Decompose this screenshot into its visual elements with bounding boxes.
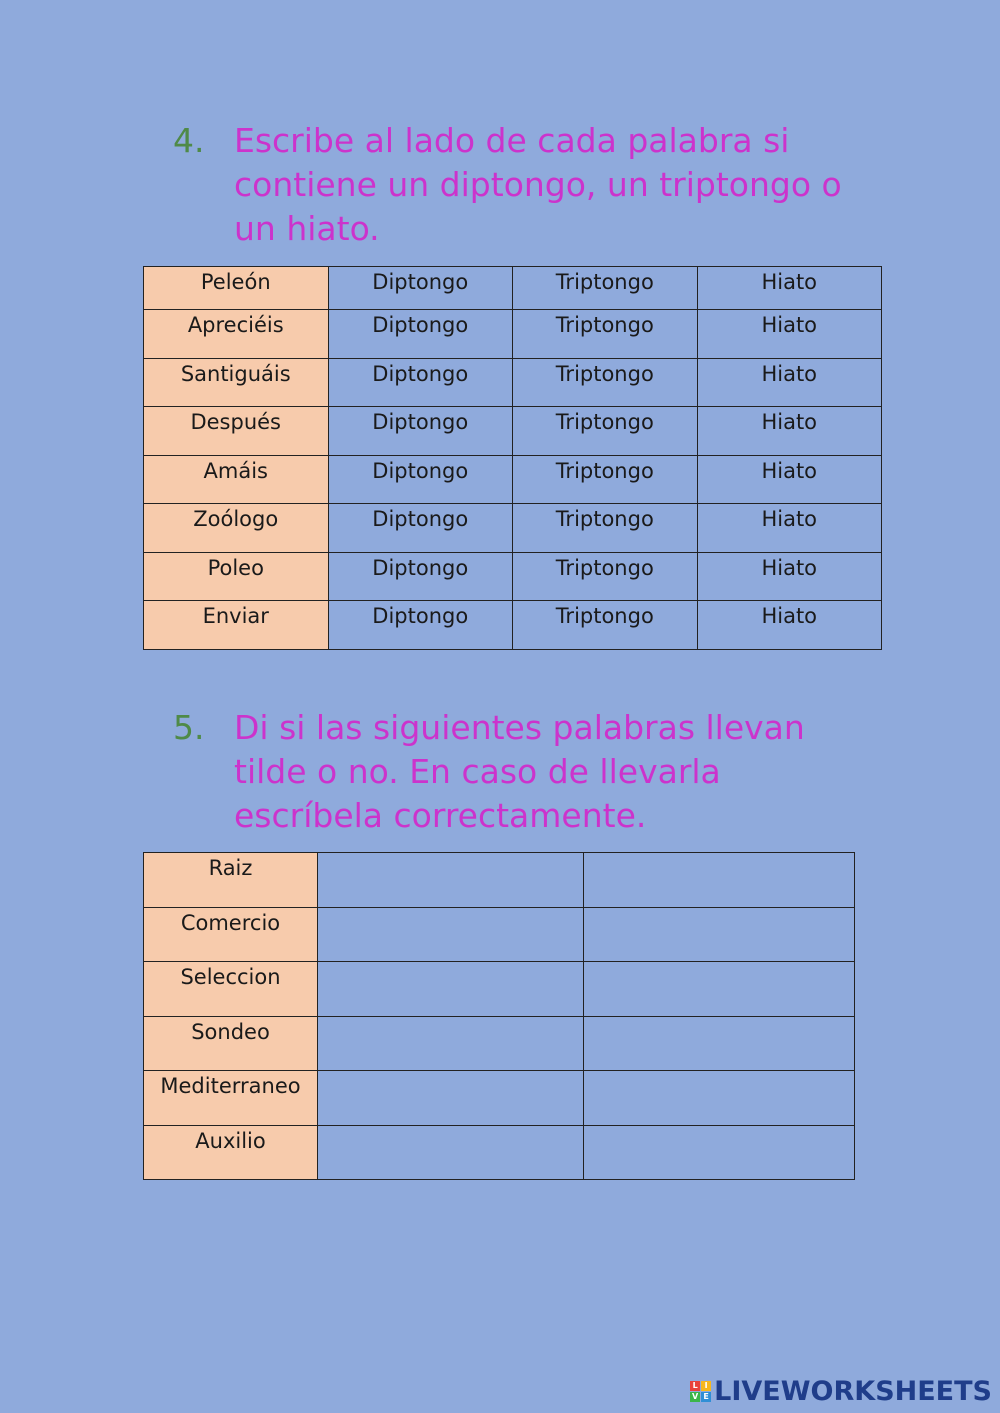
logo-mark-tile: L bbox=[690, 1381, 700, 1391]
tilde-answer-field[interactable] bbox=[318, 1125, 584, 1180]
option-hiato[interactable] bbox=[697, 455, 882, 504]
option-label: Hiato bbox=[761, 555, 818, 580]
option-label: Hiato bbox=[761, 604, 818, 628]
question-5 bbox=[173, 706, 873, 838]
option-triptongo[interactable] bbox=[513, 358, 698, 407]
option-label: Triptongo bbox=[555, 555, 654, 580]
logo-mark-tile: I bbox=[701, 1381, 711, 1391]
word-label: Raiz bbox=[208, 856, 253, 880]
option-label: Triptongo bbox=[555, 410, 654, 434]
option-label: Hiato bbox=[761, 507, 818, 531]
option-diptongo[interactable] bbox=[328, 601, 513, 650]
word-cell bbox=[144, 267, 329, 310]
table-row bbox=[144, 907, 855, 962]
word-label: Después bbox=[190, 410, 282, 434]
option-label: Diptongo bbox=[372, 270, 469, 294]
word-cell bbox=[144, 310, 329, 359]
correct-spelling-field[interactable] bbox=[584, 853, 855, 908]
answer-text bbox=[318, 962, 583, 965]
option-hiato[interactable] bbox=[697, 601, 882, 650]
word-cell bbox=[144, 962, 318, 1017]
option-label: Hiato bbox=[761, 361, 818, 386]
word-label: Peleón bbox=[200, 270, 271, 294]
option-diptongo[interactable] bbox=[328, 552, 513, 601]
word-cell bbox=[144, 601, 329, 650]
option-triptongo[interactable] bbox=[513, 310, 698, 359]
tilde-answer-field[interactable] bbox=[318, 1071, 584, 1126]
word-label: Mediterraneo bbox=[160, 1074, 301, 1098]
option-label: Diptongo bbox=[372, 410, 469, 434]
answer-text bbox=[318, 1017, 583, 1020]
word-cell bbox=[144, 455, 329, 504]
table-row bbox=[144, 1016, 855, 1071]
option-label: Triptongo bbox=[555, 604, 654, 628]
answer-text bbox=[584, 1017, 854, 1020]
option-hiato[interactable] bbox=[697, 407, 882, 456]
option-label: Hiato bbox=[761, 270, 818, 294]
option-hiato[interactable] bbox=[697, 267, 882, 310]
word-label: Auxilio bbox=[195, 1128, 266, 1153]
syllable-type-table bbox=[143, 266, 882, 650]
option-label: Triptongo bbox=[555, 313, 654, 337]
table-row bbox=[144, 504, 882, 553]
option-hiato[interactable] bbox=[697, 358, 882, 407]
word-cell bbox=[144, 358, 329, 407]
liveworksheets-logo-icon bbox=[690, 1381, 711, 1402]
question-5-text: Di si las siguientes palabras llevan tilde o no. En caso de llevarla escríbela correctamente. bbox=[234, 708, 805, 835]
option-diptongo[interactable] bbox=[328, 267, 513, 310]
option-hiato[interactable] bbox=[697, 310, 882, 359]
option-hiato[interactable] bbox=[697, 504, 882, 553]
answer-text bbox=[318, 1071, 583, 1074]
option-diptongo[interactable] bbox=[328, 455, 513, 504]
word-cell bbox=[144, 907, 318, 962]
word-cell bbox=[144, 853, 318, 908]
correct-spelling-field[interactable] bbox=[584, 1125, 855, 1180]
accent-table bbox=[143, 852, 855, 1180]
word-cell bbox=[144, 1125, 318, 1180]
word-label: Amáis bbox=[203, 458, 268, 483]
option-label: Diptongo bbox=[372, 555, 469, 580]
table-row bbox=[144, 358, 882, 407]
option-diptongo[interactable] bbox=[328, 504, 513, 553]
option-hiato[interactable] bbox=[697, 552, 882, 601]
answer-text bbox=[584, 962, 854, 965]
option-triptongo[interactable] bbox=[513, 504, 698, 553]
option-label: Diptongo bbox=[372, 313, 469, 337]
correct-spelling-field[interactable] bbox=[584, 1071, 855, 1126]
answer-text bbox=[318, 908, 583, 911]
answer-text bbox=[584, 908, 854, 911]
table-row bbox=[144, 1125, 855, 1180]
answer-text bbox=[318, 853, 583, 856]
correct-spelling-field[interactable] bbox=[584, 1016, 855, 1071]
table-row bbox=[144, 310, 882, 359]
tilde-answer-field[interactable] bbox=[318, 853, 584, 908]
option-triptongo[interactable] bbox=[513, 601, 698, 650]
option-label: Triptongo bbox=[555, 361, 654, 386]
logo-mark-tile: V bbox=[692, 1392, 699, 1401]
word-label: Sondeo bbox=[191, 1019, 270, 1044]
option-triptongo[interactable] bbox=[513, 267, 698, 310]
option-triptongo[interactable] bbox=[513, 455, 698, 504]
word-cell bbox=[144, 1071, 318, 1126]
answer-text bbox=[584, 853, 854, 856]
tilde-answer-field[interactable] bbox=[318, 962, 584, 1017]
option-diptongo[interactable] bbox=[328, 358, 513, 407]
correct-spelling-field[interactable] bbox=[584, 962, 855, 1017]
word-label: Zoólogo bbox=[193, 507, 279, 531]
word-label: Comercio bbox=[180, 910, 281, 935]
word-cell bbox=[144, 552, 329, 601]
word-cell bbox=[144, 407, 329, 456]
word-label: Apreciéis bbox=[187, 313, 284, 337]
word-label: Seleccion bbox=[180, 965, 281, 989]
word-label: Santiguáis bbox=[180, 361, 291, 386]
option-triptongo[interactable] bbox=[513, 552, 698, 601]
option-label: Triptongo bbox=[555, 270, 654, 294]
word-cell bbox=[144, 504, 329, 553]
option-label: Triptongo bbox=[555, 458, 654, 483]
table-row bbox=[144, 455, 882, 504]
option-diptongo[interactable] bbox=[328, 310, 513, 359]
option-label: Diptongo bbox=[372, 361, 469, 386]
option-triptongo[interactable] bbox=[513, 407, 698, 456]
option-label: Hiato bbox=[761, 313, 818, 337]
option-diptongo[interactable] bbox=[328, 407, 513, 456]
table-row bbox=[144, 1071, 855, 1126]
table-row bbox=[144, 853, 855, 908]
tilde-answer-field[interactable] bbox=[318, 907, 584, 962]
question-5-number: 5. bbox=[173, 708, 205, 747]
table-row bbox=[144, 962, 855, 1017]
option-label: Hiato bbox=[761, 410, 818, 434]
word-label: Enviar bbox=[202, 604, 269, 628]
table-row bbox=[144, 601, 882, 650]
option-label: Hiato bbox=[761, 458, 818, 483]
question-4-text: Escribe al lado de cada palabra si contiene un diptongo, un triptongo o un hiato. bbox=[234, 121, 842, 248]
answer-text bbox=[584, 1126, 854, 1129]
logo-mark-tile: E bbox=[701, 1392, 711, 1402]
answer-text bbox=[318, 1126, 583, 1129]
option-label: Diptongo bbox=[372, 507, 469, 531]
question-4 bbox=[173, 119, 873, 251]
answer-text bbox=[584, 1071, 854, 1074]
option-label: Triptongo bbox=[555, 507, 654, 531]
option-label: Diptongo bbox=[372, 458, 469, 483]
word-cell bbox=[144, 1016, 318, 1071]
question-4-number: 4. bbox=[173, 121, 205, 160]
table-row bbox=[144, 267, 882, 310]
option-label: Diptongo bbox=[372, 604, 469, 628]
liveworksheets-logo bbox=[690, 1376, 992, 1407]
logo-text: LIVEWORKSHEETS bbox=[714, 1376, 992, 1407]
word-label: Poleo bbox=[207, 555, 264, 580]
table-row bbox=[144, 552, 882, 601]
table-row bbox=[144, 407, 882, 456]
correct-spelling-field[interactable] bbox=[584, 907, 855, 962]
tilde-answer-field[interactable] bbox=[318, 1016, 584, 1071]
